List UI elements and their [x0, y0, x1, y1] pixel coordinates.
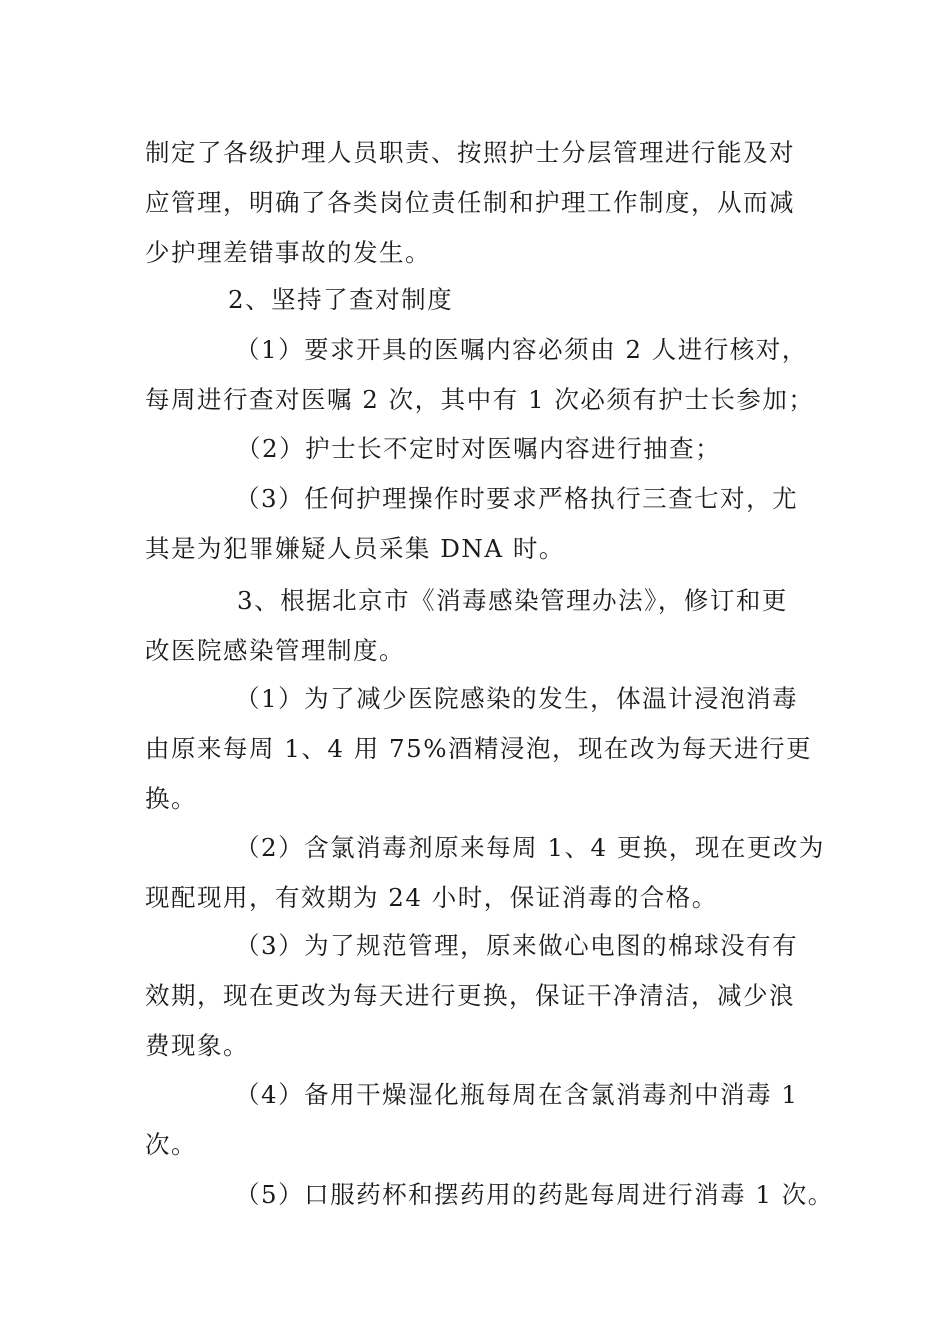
text-line: （2）护士长不定时对医嘱内容进行抽查； — [236, 434, 722, 463]
text-line: （4）备用干燥湿化瓶每周在含氯消毒剂中消毒 1 — [235, 1080, 799, 1109]
text-line: （1）为了减少医院感染的发生，体温计浸泡消毒 — [235, 684, 799, 713]
text-line: （2）含氯消毒剂原来每周 1、4 更换，现在更改为 — [235, 833, 825, 862]
text-line: 制定了各级护理人员职责、按照护士分层管理进行能及对 — [145, 138, 795, 167]
text-line: 3、根据北京市《消毒感染管理办法》，修订和更 — [237, 586, 788, 615]
text-line: （3）任何护理操作时要求严格执行三查七对，尤 — [235, 484, 799, 513]
text-line: 由原来每周 1、4 用 75%酒精浸泡，现在改为每天进行更 — [145, 734, 812, 763]
text-line: 其是为犯罪嫌疑人员采集 DNA 时。 — [145, 534, 565, 563]
text-line: 改医院感染管理制度。 — [145, 636, 405, 665]
heading-check-system — [228, 275, 893, 325]
paragraph-infection-item-1 — [145, 674, 810, 824]
text-line: 费现象。 — [145, 1031, 249, 1060]
paragraph-infection-item-3 — [145, 921, 810, 1071]
text-line: 次。 — [145, 1130, 197, 1159]
text-line: 现配现用，有效期为 24 小时，保证消毒的合格。 — [145, 883, 718, 912]
text-line: （1）要求开具的医嘱内容必须由 2 人进行核对， — [235, 335, 808, 364]
text-line: 每周进行查对医嘱 2 次，其中有 1 次必须有护士长参加； — [145, 385, 815, 414]
text-line: 换。 — [145, 784, 197, 813]
text-line: （3）为了规范管理，原来做心电图的棉球没有有 — [235, 931, 799, 960]
text-line: （5）口服药杯和摆药用的药匙每周进行消毒 1 次。 — [235, 1180, 834, 1209]
paragraph-responsibilities — [145, 128, 810, 278]
text-line: 效期，现在更改为每天进行更换，保证干净清洁，减少浪 — [145, 981, 795, 1010]
paragraph-item-3 — [145, 474, 810, 574]
text-line: 应管理，明确了各类岗位责任制和护理工作制度，从而减 — [145, 188, 795, 217]
paragraph-infection-item-2 — [145, 823, 825, 923]
text-line: 2、坚持了查对制度 — [228, 285, 454, 314]
text-line: 少护理差错事故的发生。 — [145, 238, 431, 267]
paragraph-item-1 — [145, 325, 815, 425]
heading-infection-management — [145, 576, 810, 676]
paragraph-infection-item-4 — [145, 1070, 810, 1170]
paragraph-infection-item-5 — [145, 1170, 834, 1220]
paragraph-item-2 — [236, 424, 901, 474]
